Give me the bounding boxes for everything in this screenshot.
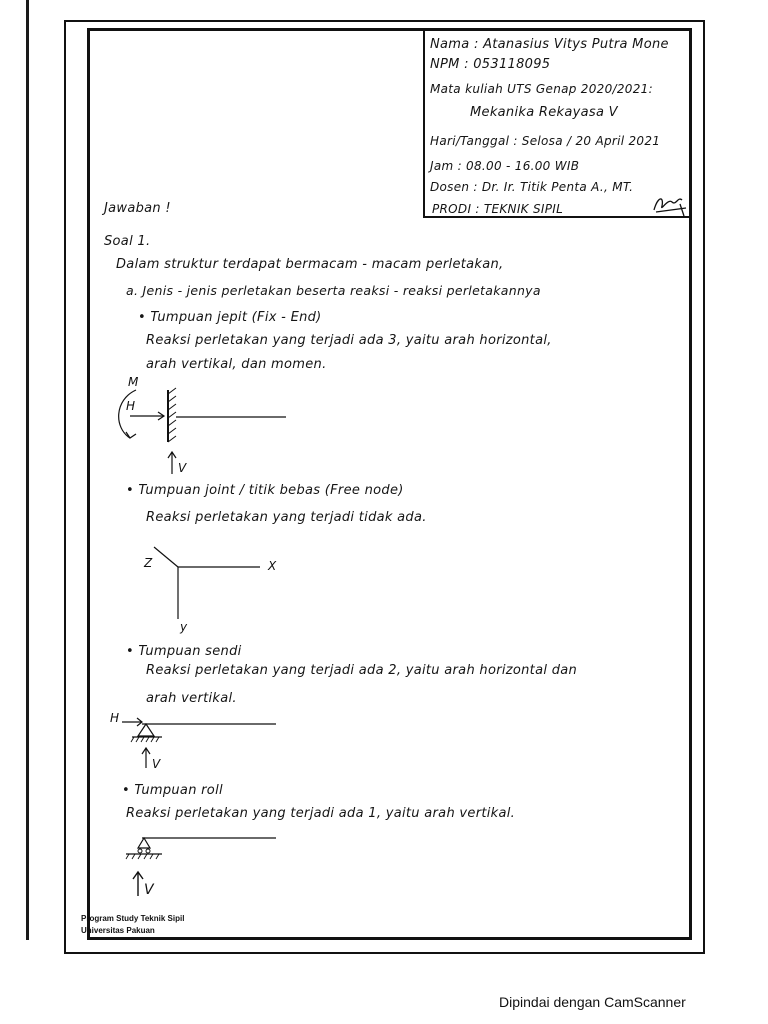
header-course: Mekanika Rekayasa V — [470, 105, 618, 120]
header-dosen: Dosen : Dr. Ir. Titik Penta A., MT. — [430, 180, 634, 194]
header-prodi: PRODI : TEKNIK SIPIL — [432, 202, 564, 216]
free-node-diagram — [140, 543, 290, 635]
sendi-vertical-label: V — [152, 757, 161, 771]
signature — [650, 192, 690, 218]
vertical-label: V — [178, 461, 187, 475]
header-npm: NPM : 053118095 — [430, 57, 551, 72]
joint-title: • Tumpuan joint / titik bebas (Free node) — [126, 483, 404, 498]
camscanner-watermark: Dipindai dengan CamScanner — [499, 994, 686, 1010]
footer-line-1: Program Study Teknik Sipil — [81, 914, 185, 923]
pin-support-diagram — [106, 708, 286, 774]
roll-desc: Reaksi perletakan yang terjadi ada 1, yaitu arah vertikal. — [126, 806, 516, 821]
jepit-desc-2: arah vertikal, dan momen. — [146, 357, 327, 372]
y-label: y — [180, 620, 188, 634]
sendi-horizontal-label: H — [110, 711, 120, 725]
z-label: Z — [144, 556, 153, 570]
sendi-desc-2: arah vertikal. — [146, 691, 237, 706]
fixed-support-diagram — [110, 372, 300, 478]
roll-title: • Tumpuan roll — [122, 783, 223, 798]
jepit-desc-1: Reaksi perletakan yang terjadi ada 3, yaitu arah horizontal, — [146, 333, 552, 348]
horizontal-label: H — [126, 399, 136, 413]
x-label: X — [268, 559, 277, 573]
sendi-desc-1: Reaksi perletakan yang terjadi ada 2, yaitu arah horizontal dan — [146, 663, 578, 678]
joint-desc: Reaksi perletakan yang terjadi tidak ada. — [146, 510, 427, 525]
scan-edge — [26, 0, 29, 940]
jepit-title: • Tumpuan jepit (Fix - End) — [138, 310, 322, 325]
header-hari-tanggal: Hari/Tanggal : Selosa / 20 April 2021 — [430, 134, 661, 148]
soal-heading: Soal 1. — [104, 234, 151, 249]
footer-line-2: Universitas Pakuan — [81, 926, 155, 935]
jawaban-heading: Jawaban ! — [104, 201, 171, 216]
header-nama: Nama : Atanasius Vitys Putra Mone — [430, 37, 669, 52]
header-jam: Jam : 08.00 - 16.00 WIB — [430, 159, 580, 173]
roll-vertical-label: V — [144, 882, 154, 898]
roller-support-diagram — [120, 832, 290, 900]
moment-label: M — [128, 375, 139, 389]
sendi-title: • Tumpuan sendi — [126, 644, 242, 659]
point-a: a. Jenis - jenis perletakan beserta reaksi - reaksi perletakannya — [126, 283, 541, 298]
intro-text: Dalam struktur terdapat bermacam - macam perletakan, — [116, 257, 504, 272]
header-mata-kuliah: Mata kuliah UTS Genap 2020/2021: — [430, 82, 653, 96]
